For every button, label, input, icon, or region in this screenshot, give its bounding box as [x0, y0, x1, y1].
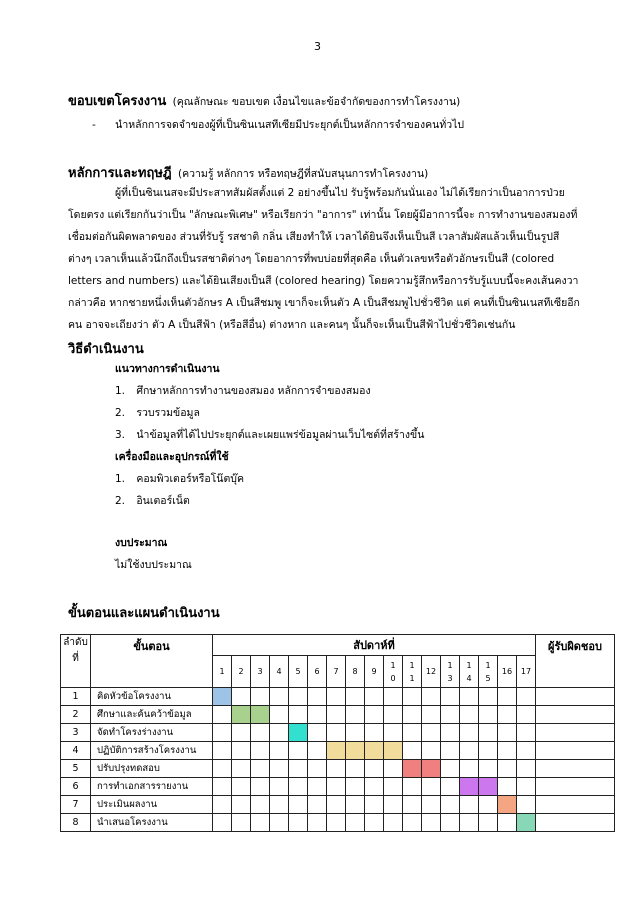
week-slot [460, 796, 479, 814]
week-slot [327, 778, 346, 796]
gantt-bar-cell [403, 760, 422, 778]
week-slot [289, 814, 308, 832]
task-name: ปฏิบัติการสร้างโครงงาน [91, 742, 213, 760]
week-slot [232, 724, 251, 742]
week-slot [346, 724, 365, 742]
plan-title: ขั้นตอนและแผนดำเนินงาน [68, 606, 220, 621]
week-slot [365, 688, 384, 706]
week-slot [517, 706, 536, 724]
owner-cell [536, 814, 615, 832]
row-number: 4 [61, 742, 91, 760]
week-slot [403, 724, 422, 742]
week-slot [403, 706, 422, 724]
week-slot [441, 778, 460, 796]
week-slot [251, 778, 270, 796]
week-slot [498, 814, 517, 832]
gantt-bar-cell [384, 742, 403, 760]
week-slot [251, 742, 270, 760]
week-number-second-line: 1 [409, 673, 415, 683]
week-slot [346, 778, 365, 796]
owner-header-label: ผู้รับผิดชอบ [548, 640, 602, 653]
week-slot [384, 814, 403, 832]
schedule-table [60, 634, 615, 832]
bullet-marker: - [92, 119, 96, 131]
week-cell [441, 656, 460, 688]
week-number-second-line: 5 [485, 673, 491, 683]
gantt-bar-cell [517, 814, 536, 832]
week-slot [422, 742, 441, 760]
table-row [61, 742, 615, 760]
week-slot [422, 796, 441, 814]
week-slot [441, 742, 460, 760]
week-slot [460, 742, 479, 760]
gantt-bar-cell [327, 742, 346, 760]
week-slot [213, 724, 232, 742]
task-name: ปรับปรุงทดสอบ [91, 760, 213, 778]
owner-cell [536, 778, 615, 796]
week-header-label: สัปดาห์ที่ [353, 639, 395, 652]
week-slot [327, 760, 346, 778]
task-name: ศึกษาและค้นคว้าข้อมูล [91, 706, 213, 724]
week-slot [441, 814, 460, 832]
step-text: นำข้อมูลที่ได้ไปประยุกต์และเผยแพร่ข้อมูลผ่านเว็บไซต์ที่สร้างขึ้น [136, 429, 425, 441]
week-slot [498, 778, 517, 796]
week-slot [232, 814, 251, 832]
week-slot [213, 778, 232, 796]
week-cell [517, 656, 536, 688]
owner-cell [536, 796, 615, 814]
week-slot [270, 796, 289, 814]
week-slot [327, 688, 346, 706]
week-cell [384, 656, 403, 688]
week-cell [270, 656, 289, 688]
week-slot [479, 796, 498, 814]
week-number: 16 [501, 667, 513, 676]
gantt-bar-cell [232, 706, 251, 724]
week-number-second-line: 4 [466, 673, 472, 683]
row-number: 7 [61, 796, 91, 814]
week-slot [308, 796, 327, 814]
week-slot [270, 814, 289, 832]
budget-text: ไม่ใช้งบประมาณ [115, 559, 192, 571]
method-title: วิธีดำเนินงาน [68, 342, 144, 357]
week-slot [460, 724, 479, 742]
owner-cell [536, 742, 615, 760]
week-header [213, 635, 536, 656]
week-number: 9 [371, 667, 377, 676]
week-slot [384, 688, 403, 706]
week-slot [403, 814, 422, 832]
task-name: ประเมินผลงาน [91, 796, 213, 814]
week-slot [308, 688, 327, 706]
week-number: 5 [295, 667, 301, 676]
week-cell [308, 656, 327, 688]
week-slot [479, 688, 498, 706]
week-slot [384, 778, 403, 796]
order-header-line1: ลำดับ [63, 637, 88, 648]
theory-line: ผู้ที่เป็นซินเนสจะมีประสาทสัมผัสตั้งแต่ 2 อย่างขึ้นไป รับรู้พร้อมกันนั่นเอง ไม่ได้เรียกว่าเป็นอาการป่วย [115, 187, 565, 199]
week-cell [365, 656, 384, 688]
order-header-line2: ที่ [72, 653, 79, 664]
week-slot [422, 814, 441, 832]
week-slot [308, 814, 327, 832]
week-slot [441, 688, 460, 706]
week-slot [346, 760, 365, 778]
week-slot [517, 724, 536, 742]
week-slot [441, 724, 460, 742]
week-slot [251, 760, 270, 778]
tool-number: 1. [115, 473, 126, 485]
table-row [61, 796, 615, 814]
week-slot [346, 706, 365, 724]
week-slot [479, 742, 498, 760]
week-slot [384, 796, 403, 814]
week-number: 3 [257, 667, 263, 676]
week-slot [517, 742, 536, 760]
tool-item [115, 492, 190, 509]
week-number: 1 [485, 660, 491, 670]
week-number-second-line: 3 [447, 673, 453, 683]
week-slot [517, 760, 536, 778]
gantt-bar-cell [479, 778, 498, 796]
week-slot [441, 760, 460, 778]
gantt-bar-cell [422, 760, 441, 778]
week-cell [422, 656, 441, 688]
week-slot [460, 688, 479, 706]
week-slot [479, 724, 498, 742]
table-row [61, 814, 615, 832]
table-row [61, 724, 615, 742]
week-slot [403, 742, 422, 760]
table-row [61, 688, 615, 706]
week-slot [460, 814, 479, 832]
gantt-bar-cell [498, 796, 517, 814]
row-number: 5 [61, 760, 91, 778]
week-number: 1 [409, 660, 415, 670]
owner-cell [536, 688, 615, 706]
week-slot [270, 724, 289, 742]
week-slot [327, 724, 346, 742]
table-row [61, 706, 615, 724]
week-slot [365, 796, 384, 814]
week-slot [308, 706, 327, 724]
approach-title: แนวทางการดำเนินงาน [115, 363, 220, 375]
week-slot [232, 796, 251, 814]
method-step [115, 404, 200, 421]
theory-line: กล่าวคือ หากชายหนึ่งเห็นตัวอักษร A เป็นสีชมพู เขาก็จะเห็นตัว A เป็นสีชมพูไปชั่วชีวิต แต่ คนที่เป็นซินเนสทีเซียอีก [68, 297, 580, 309]
week-slot [517, 688, 536, 706]
week-slot [270, 760, 289, 778]
week-slot [498, 688, 517, 706]
tools-title: เครื่องมือและอุปกรณ์ที่ใช้ [115, 451, 229, 463]
week-slot [308, 760, 327, 778]
week-slot [384, 724, 403, 742]
step-number: 1. [115, 385, 126, 397]
step-number: 2. [115, 407, 126, 419]
week-slot [232, 688, 251, 706]
week-number: 4 [276, 667, 282, 676]
week-cell [232, 656, 251, 688]
week-slot [308, 742, 327, 760]
week-slot [308, 724, 327, 742]
step-header-label: ขั้นตอน [133, 640, 170, 653]
task-name: คิดหัวข้อโครงงาน [91, 688, 213, 706]
budget-title: งบประมาณ [115, 537, 168, 549]
task-name: การทำเอกสารรายงาน [91, 778, 213, 796]
week-number: 17 [520, 667, 532, 676]
theory-title: หลักการและทฤษฎี [68, 166, 172, 181]
week-slot [384, 706, 403, 724]
week-slot [365, 778, 384, 796]
gantt-bar-cell [460, 778, 479, 796]
owner-cell [536, 724, 615, 742]
step-header [91, 635, 213, 688]
week-slot [384, 760, 403, 778]
week-slot [460, 706, 479, 724]
week-number: 1 [466, 660, 472, 670]
row-number: 3 [61, 724, 91, 742]
gantt-bar-cell [251, 706, 270, 724]
scope-subtitle: (คุณลักษณะ ขอบเขต เงื่อนไขและข้อจำกัดของการทำโครงงาน) [172, 96, 461, 108]
week-cell [289, 656, 308, 688]
week-slot [289, 760, 308, 778]
task-name: จัดทำโครงร่างงาน [91, 724, 213, 742]
gantt-bar-cell [346, 742, 365, 760]
scope-heading [68, 90, 460, 111]
theory-heading [68, 162, 428, 183]
week-number: 8 [352, 667, 358, 676]
table-row [61, 760, 615, 778]
week-slot [479, 814, 498, 832]
week-slot [365, 814, 384, 832]
week-cell [251, 656, 270, 688]
week-slot [441, 796, 460, 814]
week-slot [403, 796, 422, 814]
week-slot [213, 760, 232, 778]
week-slot [479, 706, 498, 724]
week-slot [270, 742, 289, 760]
week-slot [327, 706, 346, 724]
week-slot [213, 706, 232, 724]
week-number: 6 [314, 667, 320, 676]
step-text: ศึกษาหลักการทำงานของสมอง หลักการจำของสมอง [136, 385, 371, 397]
week-slot [403, 688, 422, 706]
page-number: 3 [314, 40, 321, 53]
week-cell [403, 656, 422, 688]
week-cell [460, 656, 479, 688]
week-slot [365, 760, 384, 778]
week-slot [213, 796, 232, 814]
theory-line: โดยตรง แต่เรียกกันว่าเป็น "ลักษณะพิเศษ" หรือเรียกว่า "อาการ" เท่านั้น โดยผู้มีอาการนี้จะ การทำงานของสมองที่ [68, 209, 578, 221]
week-slot [460, 760, 479, 778]
week-slot [346, 814, 365, 832]
task-name: นำเสนอโครงงาน [91, 814, 213, 832]
week-number: 12 [425, 667, 437, 676]
tool-item [115, 470, 244, 487]
theory-subtitle: (ความรู้ หลักการ หรือทฤษฎีที่สนับสนุนการทำโครงงาน) [177, 168, 429, 180]
week-slot [498, 742, 517, 760]
tool-text: คอมพิวเตอร์หรือโน๊ตบุ๊ค [136, 473, 244, 485]
week-slot [346, 796, 365, 814]
gantt-bar-cell [213, 688, 232, 706]
scope-bullet-text: นำหลักการจดจำของผู้ที่เป็นซินเนสทีเซียมีประยุกต์เป็นหลักการจำของคนทั่วไป [115, 119, 465, 131]
gantt-bar-cell [365, 742, 384, 760]
step-text: รวบรวมข้อมูล [136, 407, 200, 419]
week-slot [251, 724, 270, 742]
week-slot [327, 814, 346, 832]
week-slot [251, 796, 270, 814]
week-slot [346, 688, 365, 706]
row-number: 8 [61, 814, 91, 832]
week-slot [517, 796, 536, 814]
theory-line: คน อาจจะเถียงว่า ตัว A เป็นสีฟ้า (หรือสีอื่น) ต่างหาก และคนๆ นั้นก็จะเห็นเป็นสีฟ้าไปชั่วชีวิตเช่นกัน [68, 319, 516, 331]
week-cell [479, 656, 498, 688]
week-slot [498, 706, 517, 724]
table-row [61, 778, 615, 796]
week-slot [213, 814, 232, 832]
owner-header [536, 635, 615, 688]
row-number: 6 [61, 778, 91, 796]
week-slot [213, 742, 232, 760]
week-slot [422, 688, 441, 706]
week-slot [422, 778, 441, 796]
week-slot [422, 724, 441, 742]
week-slot [498, 760, 517, 778]
theory-line: เชื่อมต่อกันผิดพลาดของ ส่วนที่รับรู้ รสชาติ กลิ่น เสียงทำให้ เวลาได้ยินจึงเห็นเป็นสี เวลาสัมผัสแล้วเห็นเป็นรูปสี [68, 231, 560, 243]
week-cell [213, 656, 232, 688]
owner-cell [536, 760, 615, 778]
scope-bullet [92, 116, 464, 133]
week-slot [289, 742, 308, 760]
week-slot [403, 778, 422, 796]
theory-line: ต่างๆ เวลาเห็นแล้วนึกถึงเป็นรสชาติต่างๆ โดยอาการที่พบบ่อยที่สุดคือ เห็นตัวเลขหรือตัวอักษรเป็นสี (colored [68, 253, 555, 265]
week-slot [251, 814, 270, 832]
week-slot [270, 688, 289, 706]
week-slot [289, 706, 308, 724]
week-number: 1 [219, 667, 225, 676]
week-slot [441, 706, 460, 724]
week-number: 1 [447, 660, 453, 670]
week-slot [289, 688, 308, 706]
week-slot [232, 778, 251, 796]
week-cell [346, 656, 365, 688]
week-slot [289, 796, 308, 814]
week-slot [479, 760, 498, 778]
order-header [61, 635, 91, 688]
theory-line: letters and numbers) และได้ยินเสียงเป็นสี (colored hearing) โดยความรู้สึกหรือการรับรู้แบบนี้จะคงเส้นคงวา [68, 275, 579, 287]
week-number: 7 [333, 667, 339, 676]
week-slot [232, 742, 251, 760]
week-slot [327, 796, 346, 814]
week-slot [289, 778, 308, 796]
week-number: 1 [390, 660, 396, 670]
week-number: 2 [238, 667, 244, 676]
week-number-second-line: 0 [390, 673, 396, 683]
row-number: 2 [61, 706, 91, 724]
week-slot [517, 778, 536, 796]
owner-cell [536, 706, 615, 724]
row-number: 1 [61, 688, 91, 706]
week-slot [365, 706, 384, 724]
gantt-bar-cell [289, 724, 308, 742]
week-cell [498, 656, 517, 688]
tool-text: อินเตอร์เน็ต [136, 495, 190, 507]
method-step [115, 426, 424, 443]
week-slot [270, 706, 289, 724]
week-slot [365, 724, 384, 742]
week-slot [422, 706, 441, 724]
tool-number: 2. [115, 495, 126, 507]
step-number: 3. [115, 429, 126, 441]
week-slot [308, 778, 327, 796]
week-cell [327, 656, 346, 688]
week-slot [251, 688, 270, 706]
week-slot [232, 760, 251, 778]
method-step [115, 382, 371, 399]
week-slot [498, 724, 517, 742]
week-slot [270, 778, 289, 796]
scope-title: ขอบเขตโครงงาน [68, 94, 167, 109]
